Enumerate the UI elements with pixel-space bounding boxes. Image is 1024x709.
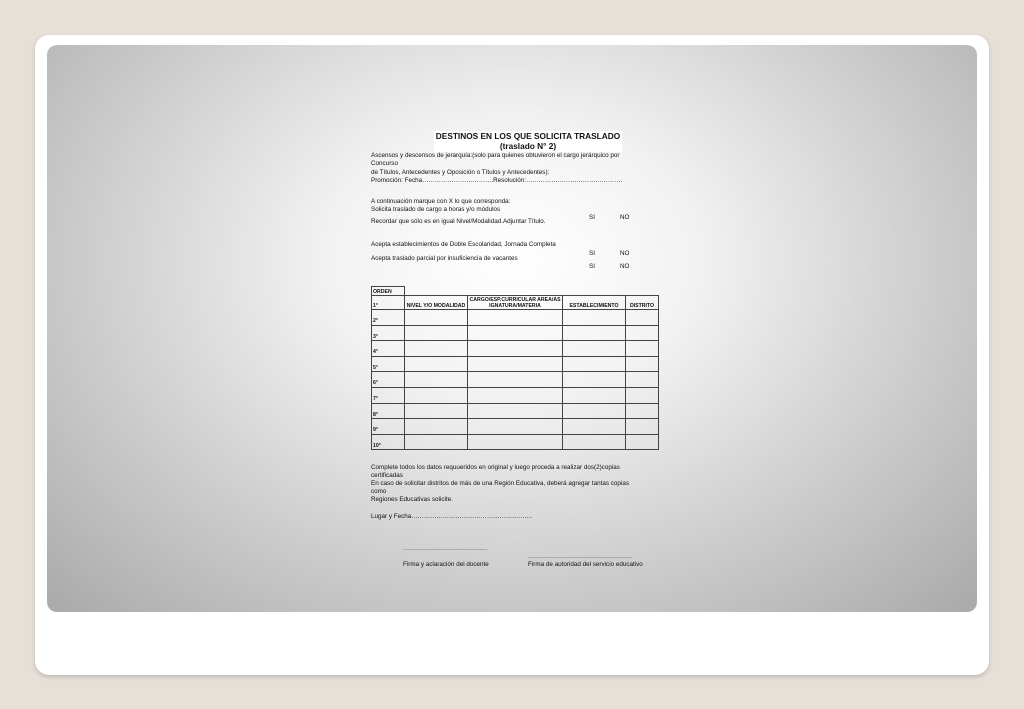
row-label: 4° (372, 341, 405, 357)
slide-frame (35, 35, 989, 675)
cell-cargo[interactable] (468, 341, 563, 357)
cell-nivel[interactable] (405, 341, 468, 357)
cell-establecimiento[interactable] (563, 403, 626, 419)
q2-si-option[interactable]: SI (589, 250, 595, 257)
cell-establecimiento[interactable] (563, 434, 626, 450)
cell-establecimiento[interactable] (563, 325, 626, 341)
cell-nivel[interactable] (405, 325, 468, 341)
cell-distrito[interactable] (626, 341, 659, 357)
form-subtitle: (traslado N° 2) (499, 141, 557, 151)
table-row (372, 419, 659, 435)
cell-distrito[interactable] (626, 403, 659, 419)
table-row (372, 387, 659, 403)
footer-note-3: En caso de solicitar distritos de más de una Región Educativa, deberá agregar tantas copias (371, 480, 629, 487)
table-header-row (372, 296, 659, 310)
table-row (372, 372, 659, 388)
cell-cargo[interactable] (468, 403, 563, 419)
footer-note-1: Complete todos los datos requueridos en original y luego proceda a realizar dos(2)copias (371, 464, 620, 471)
intro-line-1: Ascensos y descensos de jerarquía:(solo para quienes obtuvieron el cargo jerárquico por (371, 152, 620, 159)
column-header-distrito: DISTRITO (626, 296, 659, 310)
cell-cargo[interactable] (468, 419, 563, 435)
cell-distrito[interactable] (626, 325, 659, 341)
q2-no-option[interactable]: NO (620, 250, 630, 257)
intro-line-2: Concurso (371, 160, 398, 167)
cell-distrito[interactable] (626, 419, 659, 435)
cell-cargo[interactable] (468, 356, 563, 372)
table-row (372, 325, 659, 341)
column-header-establecimiento: ESTABLECIMIENTO (563, 296, 626, 310)
cell-distrito[interactable] (626, 356, 659, 372)
lugar-fecha-field[interactable]: Lugar y Fecha…………………………………………………. (371, 513, 533, 520)
cell-distrito[interactable] (626, 310, 659, 326)
q3-no-option[interactable]: NO (620, 263, 630, 270)
instruction-line: A continuación marque con X lo que corresponda: (371, 198, 511, 205)
row-label: 9° (372, 419, 405, 435)
cell-establecimiento[interactable] (563, 419, 626, 435)
cell-nivel[interactable] (405, 356, 468, 372)
form-title: DESTINOS EN LOS QUE SOLICITA TRASLADO (435, 131, 621, 141)
signature-line-docente[interactable]: …………………………………… (403, 545, 487, 552)
cell-nivel[interactable] (405, 419, 468, 435)
cell-cargo[interactable] (468, 387, 563, 403)
intro-line-3: de Títulos, Antecedentes y Oposición o Títulos y Antecedentes): (371, 169, 550, 176)
table-row (372, 403, 659, 419)
cell-establecimiento[interactable] (563, 341, 626, 357)
cell-cargo[interactable] (468, 372, 563, 388)
cell-nivel[interactable] (405, 310, 468, 326)
table-row (372, 356, 659, 372)
row-label: 10° (372, 434, 405, 450)
signature-line-autoridad[interactable]: ……………………………………………. (528, 553, 632, 560)
row-label: 3° (372, 325, 405, 341)
footer-note-4: como (371, 488, 387, 495)
form-title-box (434, 131, 622, 152)
cell-establecimiento[interactable] (563, 356, 626, 372)
q1-si-option[interactable]: SI (589, 214, 595, 221)
row-label: 8° (372, 403, 405, 419)
cell-distrito[interactable] (626, 372, 659, 388)
cell-establecimiento[interactable] (563, 372, 626, 388)
row-label: 7° (372, 387, 405, 403)
table-row (372, 341, 659, 357)
destinations-table (371, 286, 659, 450)
row-label: 6° (372, 372, 405, 388)
footer-note-5: Regiones Educativas solicite. (371, 496, 453, 503)
table-row (372, 434, 659, 450)
cell-distrito[interactable] (626, 434, 659, 450)
cell-nivel[interactable] (405, 387, 468, 403)
question-note: Recordar que sólo es en igual Nivel/Modalidad.Adjuntar Título. (371, 218, 546, 225)
question-traslado-parcial: Acepta traslado parcial por insuficiencia de vacantes (371, 255, 518, 262)
footer-note-2: certificadas (371, 472, 403, 479)
cell-nivel[interactable] (405, 403, 468, 419)
question-traslado-horas: Solicita traslado de cargo a horas y/o módulos (371, 206, 501, 213)
promocion-line: Promoción: Fecha…………………………….Resolución:………………………………………. (371, 177, 623, 184)
column-header-cargo: CARGO/ESP.CURRICULAR AREA/AS IGNATURA/MATERIA (469, 297, 561, 309)
slide-content (47, 45, 977, 612)
column-header-nivel: NIVEL Y/O MODALIDAD (405, 296, 468, 310)
cell-cargo[interactable] (468, 310, 563, 326)
cell-nivel[interactable] (405, 372, 468, 388)
cell-establecimiento[interactable] (563, 310, 626, 326)
cell-cargo[interactable] (468, 325, 563, 341)
form-document (47, 45, 977, 612)
signature-label-docente: Firma y aclaración del docente (403, 561, 489, 568)
cell-cargo[interactable] (468, 434, 563, 450)
row-label: 5° (372, 356, 405, 372)
cell-nivel[interactable] (405, 434, 468, 450)
table-row (372, 310, 659, 326)
q3-si-option[interactable]: SI (589, 263, 595, 270)
signature-label-autoridad: Firma de autoridad del servicio educativo (528, 561, 643, 568)
cell-distrito[interactable] (626, 387, 659, 403)
question-doble-escolaridad: Acepta establecimientos de Doble Escolaridad, Jornada Completa (371, 241, 556, 248)
cell-establecimiento[interactable] (563, 387, 626, 403)
orden-header: ORDEN (372, 287, 405, 296)
q1-no-option[interactable]: NO (620, 214, 630, 221)
row-label: 2° (372, 310, 405, 326)
row-label: 1° (372, 296, 405, 310)
